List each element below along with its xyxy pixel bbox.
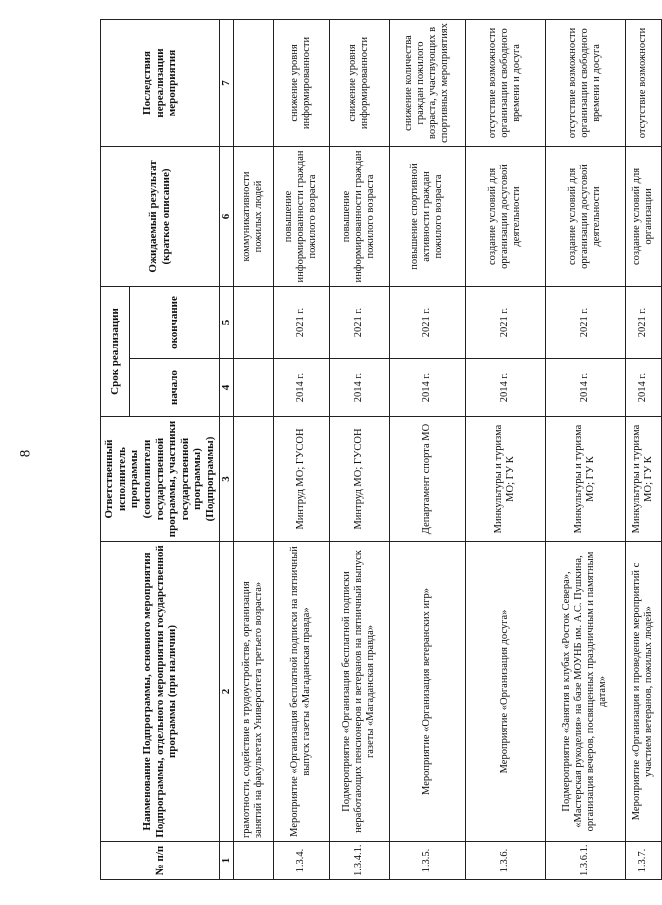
row-consequence: снижение уровня информированности bbox=[329, 19, 389, 146]
header-num: № п/п bbox=[101, 842, 220, 880]
table-row bbox=[233, 19, 273, 879]
column-number: 4 bbox=[219, 359, 233, 417]
header-consequence: Последствия нереализации мероприятия bbox=[101, 19, 220, 146]
row-consequence: снижение уровня информированности bbox=[273, 19, 329, 146]
row-name: Подмероприятие «Организация бесплатной подписки неработающих пенсионеров и ветеранов на пятничный выпуск газеты «Магаданская правда» bbox=[329, 542, 389, 842]
row-name: Мероприятие «Организация досуга» bbox=[465, 542, 545, 842]
row-executor: Минкультуры и туризма МО; ГУ К bbox=[545, 417, 625, 542]
row-executor: Минтруд МО; ГУСОН bbox=[329, 417, 389, 542]
row-end bbox=[233, 286, 273, 358]
rotated-table-wrapper bbox=[100, 20, 655, 880]
row-result: коммуникативности пожилых людей bbox=[233, 146, 273, 286]
row-end: 2021 г. bbox=[329, 286, 389, 358]
row-end: 2021 г. bbox=[465, 286, 545, 358]
row-start: 2014 г. bbox=[389, 359, 465, 417]
row-executor bbox=[233, 417, 273, 542]
row-num: 1.3.7. bbox=[625, 842, 661, 880]
row-start bbox=[233, 359, 273, 417]
row-end: 2021 г. bbox=[273, 286, 329, 358]
column-number: 6 bbox=[219, 146, 233, 286]
table-row bbox=[329, 19, 389, 879]
row-start: 2014 г. bbox=[329, 359, 389, 417]
row-consequence bbox=[233, 19, 273, 146]
row-name: Подмероприятие «Занятия в клубах «Росток Севера», «Мастерская рукоделия» на базе МОУНБ им. А.С. Пушкина, организация вечеров, посвященных праздничным и памятным датам» bbox=[545, 542, 625, 842]
row-result: повышение информированности граждан пожилого возраста bbox=[273, 146, 329, 286]
table-row bbox=[465, 19, 545, 879]
row-name: Мероприятие «Организация бесплатной подписки на пятничный выпуск газеты «Магаданская правда» bbox=[273, 542, 329, 842]
row-num: 1.3.5. bbox=[389, 842, 465, 880]
row-num: 1.3.6.1. bbox=[545, 842, 625, 880]
column-number: 3 bbox=[219, 417, 233, 542]
row-name: Мероприятие «Организация ветеранских игр» bbox=[389, 542, 465, 842]
row-result: создание условий для организации досуговой деятельности bbox=[545, 146, 625, 286]
header-executor: Ответственный исполнитель программы (соисполнители государственной программы, участники государственной программы) (Подпрограммы) bbox=[101, 417, 220, 542]
program-table bbox=[100, 19, 662, 880]
row-executor: Минкультуры и туризма МО; ГУ К bbox=[465, 417, 545, 542]
column-number: 2 bbox=[219, 542, 233, 842]
row-result: повышение спортивной активности граждан пожилого возраста bbox=[389, 146, 465, 286]
column-number: 7 bbox=[219, 19, 233, 146]
row-num bbox=[233, 842, 273, 880]
column-number-row bbox=[219, 19, 233, 879]
table-row bbox=[625, 19, 661, 879]
table-row bbox=[273, 19, 329, 879]
row-result: создание условий для организации bbox=[625, 146, 661, 286]
row-start: 2014 г. bbox=[465, 359, 545, 417]
header-period: Срок реализации bbox=[101, 286, 130, 416]
row-name: грамотности, содействие в трудоустройстве, организация занятий на факультетах Университета третьего возраста» bbox=[233, 542, 273, 842]
row-num: 1.3.4. bbox=[273, 842, 329, 880]
row-result: повышение информированности граждан пожилого возраста bbox=[329, 146, 389, 286]
row-num: 1.3.6. bbox=[465, 842, 545, 880]
row-executor: Минкультуры и туризма МО; ГУ К bbox=[625, 417, 661, 542]
row-name: Мероприятие «Организация и проведение мероприятий с участием ветеранов, пожилых людей» bbox=[625, 542, 661, 842]
row-consequence: отсутствие возможности bbox=[625, 19, 661, 146]
header-end: окончание bbox=[130, 286, 220, 358]
row-end: 2021 г. bbox=[389, 286, 465, 358]
row-end: 2021 г. bbox=[545, 286, 625, 358]
row-consequence: отсутствие возможности организации свободного времени и досуга bbox=[465, 19, 545, 146]
row-start: 2014 г. bbox=[273, 359, 329, 417]
row-result: создание условий для организации досуговой деятельности bbox=[465, 146, 545, 286]
row-executor: Департамент спорта МО bbox=[389, 417, 465, 542]
page-number: 8 bbox=[17, 449, 34, 458]
row-num: 1.3.4.1. bbox=[329, 842, 389, 880]
row-consequence: снижение количества граждан пожилого возраста, участвующих в спортивных мероприятиях bbox=[389, 19, 465, 146]
table-row bbox=[389, 19, 465, 879]
row-start: 2014 г. bbox=[545, 359, 625, 417]
column-number: 1 bbox=[219, 842, 233, 880]
header-start: начало bbox=[130, 359, 220, 417]
header-result: Ожидаемый результат (краткое описание) bbox=[101, 146, 220, 286]
row-start: 2014 г. bbox=[625, 359, 661, 417]
row-executor: Минтруд МО; ГУСОН bbox=[273, 417, 329, 542]
table-row bbox=[545, 19, 625, 879]
document-sheet bbox=[100, 20, 655, 880]
column-number: 5 bbox=[219, 286, 233, 358]
row-end: 2021 г. bbox=[625, 286, 661, 358]
row-consequence: отсутствие возможности организации свободного времени и досуга bbox=[545, 19, 625, 146]
header-name: Наименование Подпрограммы, основного мероприятия Подпрограммы, отдельного мероприятия государственной программы (при наличии) bbox=[101, 542, 220, 842]
